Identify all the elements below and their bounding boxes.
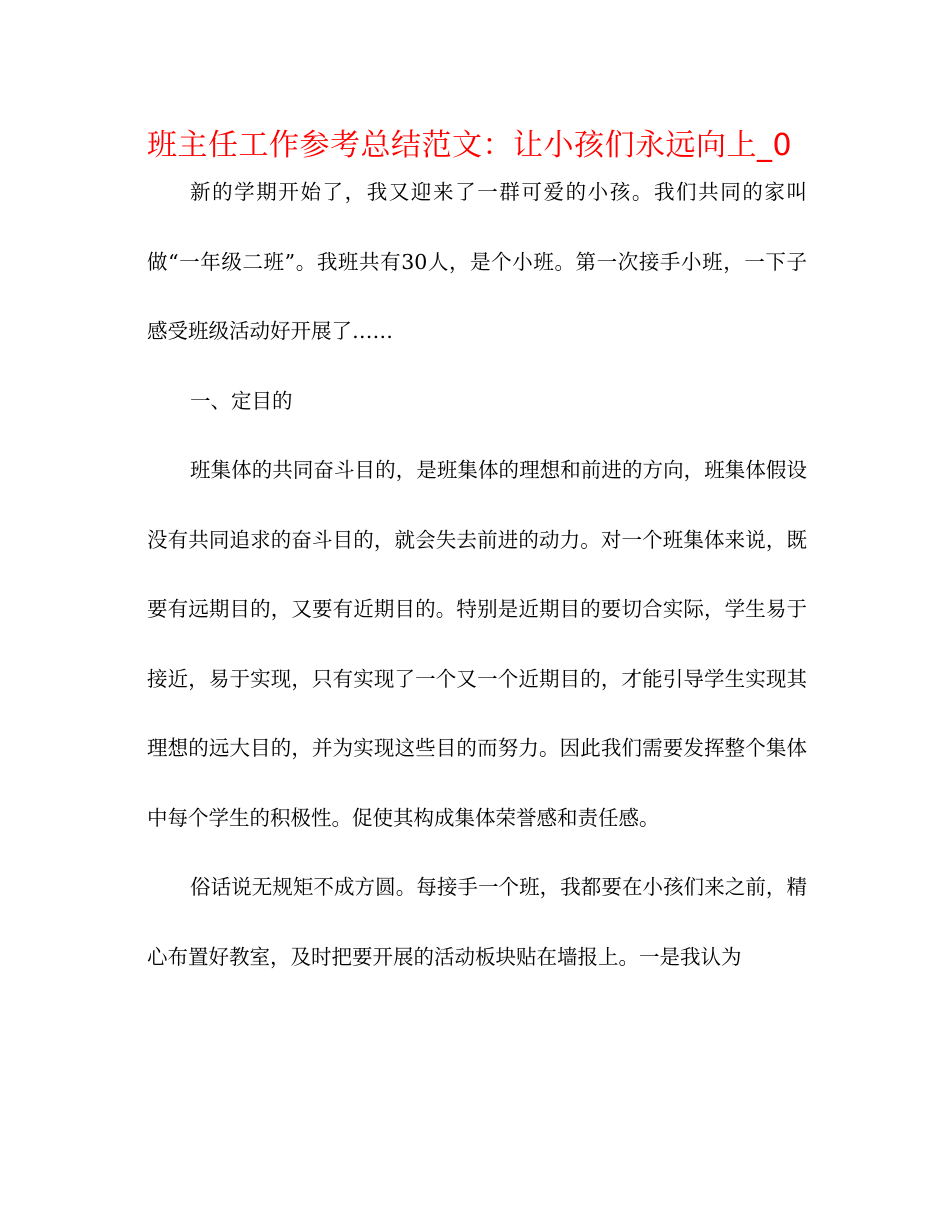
- paragraph-goals: 班集体的共同奋斗目的，是班集体的理想和前进的方向，班集体假设没有共同追求的奋斗目的，就会失去前进的动力。对一个班集体来说，既要有远期目的，又要有近期目的。特别是近期目的要切合实际，学生易于接近，易于实现，只有实现了一个又一个近期目的，才能引导学生实现其理想的远大目的，并为实现这些目的而努力。因此我们需要发挥整个集体中每个学生的积极性。促使其构成集体荣誉感和责任感。: [147, 458, 807, 830]
- paragraph-rules: 俗话说无规矩不成方圆。每接手一个班，我都要在小孩们来之前，精心布置好教室，及时把要开展的活动板块贴在墙报上。一是我认为: [147, 875, 807, 969]
- document-title: 班主任工作参考总结范文：让小孩们永远向上_0: [147, 128, 793, 163]
- section-heading-goals: 一、定目的: [190, 388, 293, 413]
- document-body: [147, 158, 807, 992]
- paragraph-intro: 新的学期开始了，我又迎来了一群可爱的小孩。我们共同的家叫做“一年级二班”。我班共有30人，是个小班。第一次接手小班，一下子感受班级活动好开展了……: [147, 180, 807, 343]
